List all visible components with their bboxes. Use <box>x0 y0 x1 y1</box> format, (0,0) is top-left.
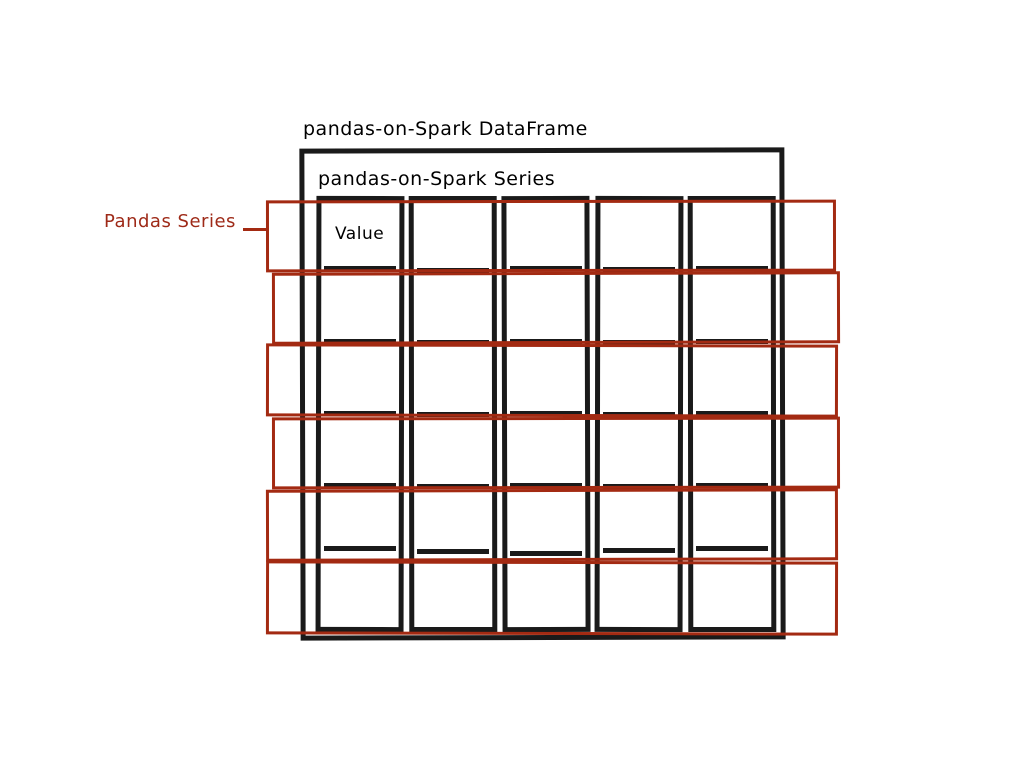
value-cell-label: Value <box>335 224 385 244</box>
pandas-series-row-3 <box>266 343 838 417</box>
pandas-series-row-5 <box>266 488 838 561</box>
pandas-series-row-2 <box>272 271 840 344</box>
spark-series-title-label: pandas-on-Spark Series <box>318 168 556 190</box>
pandas-series-label: Pandas Series <box>104 211 236 232</box>
pandas-series-row-4 <box>272 417 840 490</box>
pandas-series-row-6 <box>266 560 838 635</box>
dataframe-title-label: pandas-on-Spark DataFrame <box>303 118 588 140</box>
pandas-series-label-connector <box>243 228 269 231</box>
